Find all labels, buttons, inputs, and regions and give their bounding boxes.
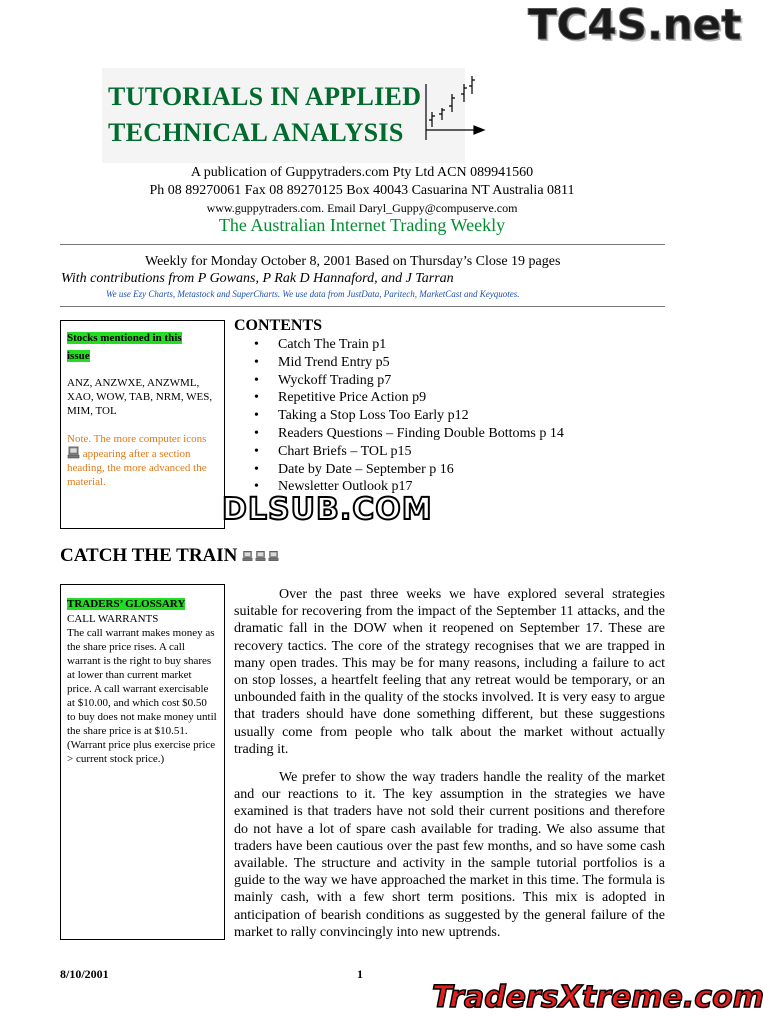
difficulty-note-text-end: appearing after a section heading, the more advanced the material. [67,448,207,488]
stocks-ticker-list: ANZ, ANZWXE, ANZWML, XAO, WOW, TAB, NRM, WES, MIM, TOL [67,377,213,417]
computer-icon [242,550,253,562]
stocks-mentioned-box [60,320,225,529]
computer-icon [255,550,266,562]
stocks-box-title: Stocks mentioned in this issue [67,332,182,362]
masthead-logo [102,68,465,163]
watermark-dlsub: DLSUB.COM [222,492,433,527]
contents-item[interactable]: • Date by Date – September p 16 [234,461,564,479]
web-email-line: www.guppytraders.com. Email Daryl_Guppy@compuserve.com [206,201,518,215]
section-title-row [60,545,281,567]
glossary-definition: The call warrant makes money as the share price rises. A call warrant is the right to buy shares at lower than current market price. A call warrant exercisable at $10.00, and which cost $0.50 to buy does not make money until the share price is at $10.51. (Warrant price plus exercise price > current stock price.) [67,627,217,765]
contents-item[interactable]: • Wyckoff Trading p7 [234,372,564,390]
watermark-tc4s: TC4S.net [528,0,742,49]
issue-date-line: Weekly for Monday October 8, 2001 Based on Thursday’s Close 19 pages [145,254,561,269]
difficulty-note-text-start: Note. The more computer icons [67,433,207,445]
contact-line: Ph 08 89270061 Fax 08 89270125 Box 40043 Casuarina NT Australia 0811 [149,183,575,198]
section-title: CATCH THE TRAIN [60,545,238,566]
glossary-term: CALL WARRANTS [67,613,159,625]
glossary-title: TRADERS’ GLOSSARY [67,598,186,610]
body-paragraph-1: Over the past three weeks we have explored several strategies suitable for recovering from the impact of the September 11 attacks, and the dramatic fall in the DOW when it reopened on September 17. These are recovery tactics. The core of the strategy recognises that we are trapped in many open trades. This may be for many reasons, including a failure to act on stop losses, a heartfelt feeling that any retreat would be temporary, or an unbounded faith in the quality of the stocks involved. It is very easy to argue that traders should have done something different, but these suggestions usually come from people who talk about the market without actually trading it. [234,587,665,757]
contents-item[interactable]: • Chart Briefs – TOL p15 [234,443,564,461]
divider-bottom [60,306,665,307]
contents-heading: CONTENTS [234,317,323,334]
difficulty-note [67,432,218,489]
contributors-line: With contributions from P Gowans, P Rak D Hannaford, and J Tarran [61,271,454,286]
body-paragraph-2: We prefer to show the way traders handle the reality of the market and our reactions to it. The key assumption in the strategies we have examined is that traders have not sold their current positions and therefore do not have a lot of spare cash available for trading. We also assume that traders have been cautious over the past few months, and so have some cash available. The structure and activity in the sample tutorial portfolios is a guide to the way we have approached the market in this time. The formula is mainly cash, with a few short term positions. This mix is adopted in anticipation of bearish conditions as suggested by the general failure of the market to rally convincingly into new uptrends. [234,770,665,940]
logo-chart-icon [412,72,492,147]
contents-item[interactable]: • Taking a Stop Loss Too Early p12 [234,407,564,425]
footer-date: 8/10/2001 [60,967,109,981]
logo-title-line2: TECHNICAL ANALYSIS [108,118,404,147]
contents-item[interactable]: • Repetitive Price Action p9 [234,389,564,407]
logo-title-line1: TUTORIALS IN APPLIED [108,82,422,111]
page-number: 1 [357,967,363,981]
computer-icon [268,550,279,562]
traders-glossary-box [60,584,225,940]
contents-item[interactable]: • Catch The Train p1 [234,336,564,354]
publication-line: A publication of Guppytraders.com Pty Ltd ACN 089941560 [190,165,534,180]
contents-item[interactable]: • Readers Questions – Finding Double Bottoms p 14 [234,425,564,443]
contents-item[interactable]: • Mid Trend Entry p5 [234,354,564,372]
contents-list [234,336,564,496]
newsletter-subtitle: The Australian Internet Trading Weekly [218,215,506,235]
divider-top [60,244,665,245]
computer-icon [67,446,80,459]
software-credits: We use Ezy Charts, Metastock and SuperCharts. We use data from JustData, Paritech, MarketCast and Keyquotes. [106,289,520,299]
contents-item[interactable]: • Newsletter Outlook p17 [234,478,564,496]
watermark-tradersxtreme: TradersXtreme.com [432,980,764,1015]
